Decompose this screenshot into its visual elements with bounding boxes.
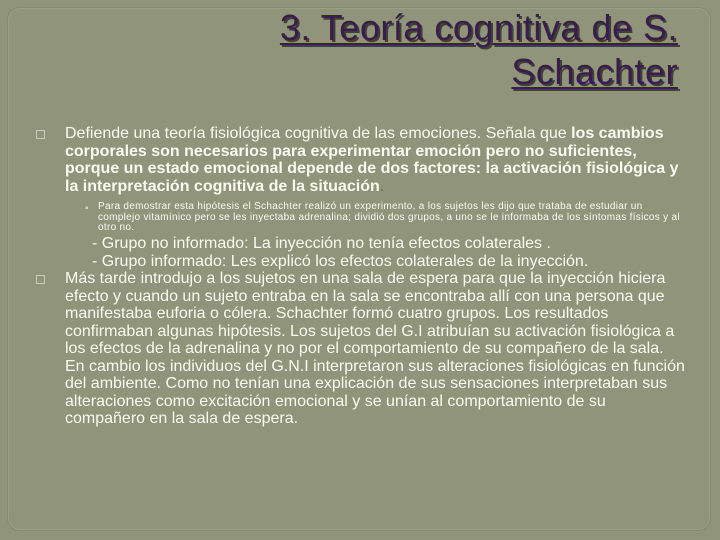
bullet-1-text — [65, 125, 686, 195]
bullet-1-bold-text: los cambios corporales son necesarios para experimentar emoción pero no suficientes, porque un estado emocional depende de dos factores: la activación fisiológica y la interpretación cognitiva de la situación — [65, 125, 679, 195]
slide-body — [36, 125, 686, 428]
slide-title — [78, 6, 678, 94]
square-bullet-icon — [36, 275, 45, 284]
small-square-bullet-icon: ▪ — [85, 203, 89, 214]
title-line-2: Schachter — [511, 51, 678, 92]
bullet-item-2 — [36, 270, 686, 428]
bullet-1-dot: . — [379, 177, 385, 195]
sub-bullet-item — [36, 202, 686, 234]
group-line-uninformed: - Grupo no informado: La inyección no tenía efectos colaterales . — [92, 235, 551, 253]
bullet-2-text: Más tarde introdujo a los sujetos en una sala de espera para que la inyección hiciera efecto y cuando un sujeto entraba en la sala se encontraba allí con una persona que manifestaba euforia o cólera. Schachter formó cuatro grupos. Los resultados confirmaban algunas hipótesis. Los sujetos del G.I atribuían su activación fisiológica a los efectos de la adrenalina y no por el comportamiento de su compañero de la sala. En cambio los individuos del G.N.I interpretaron sus alteraciones fisiológicas en función del ambiente. Como no tenían una explicación de sus sensaciones interpretaban sus alteraciones como excitación emocional y se unían al comportamiento de su compañero en la sala de espera. — [65, 270, 685, 428]
bullet-item-1 — [36, 125, 686, 195]
bullet-1-normal-text: Defiende una teoría fisiológica cognitiva de las emociones. Señala que — [65, 125, 567, 142]
group-list — [36, 235, 686, 270]
title-line-1: 3. Teoría cognitiva de S. — [279, 7, 678, 48]
group-line-informed: - Grupo informado: Les explicó los efectos colaterales de la inyección. — [92, 252, 589, 270]
sub-bullet-text: Para demostrar esta hipótesis el Schachter realizó un experimento, a los sujetos les dijo que trataba de estudiar un complejo vitamínico pero se les inyectaba adrenalina; dividió dos grupos, a uno se le informaba de los síntomas físicos y al otro no. — [98, 201, 680, 234]
square-bullet-icon — [36, 130, 45, 139]
